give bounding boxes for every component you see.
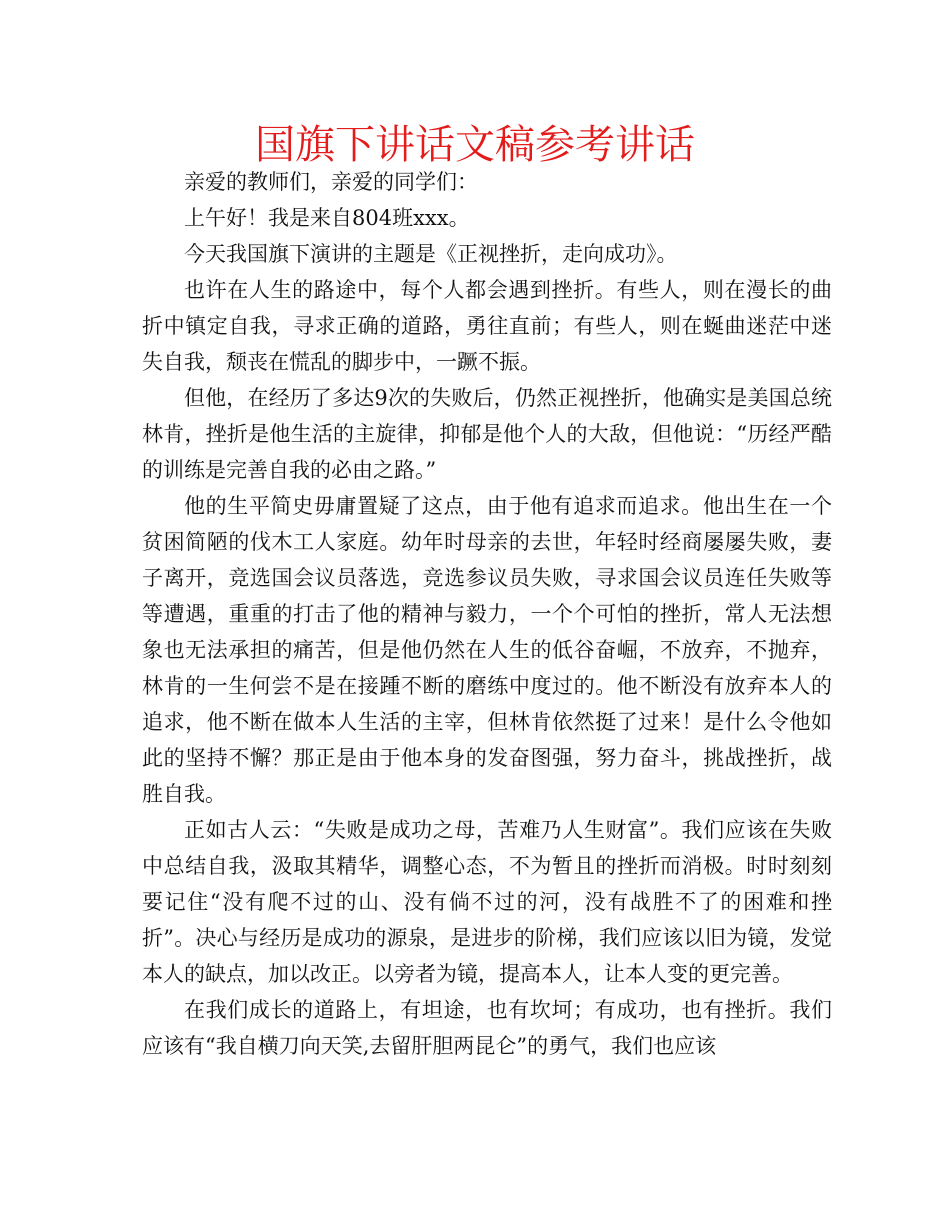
paragraph-growth-road: 在我们成长的道路上，有坦途，也有坎坷；有成功，也有挫折。我们应该有“我自横刀向天笑,去留肝胆两昆仑”的勇气，我们也应该: [142, 998, 832, 1058]
paragraph-ancient-saying: 正如古人云：“失败是成功之母，苦难乃人生财富”。我们应该在失败中总结自我，汲取其精华，调整心态，不为暂且的挫折而消极。时时刻刻要记住“没有爬不过的山、没有倘不过的河，没有战胜不了的困难和挫折”。决心与经历是成功的源泉，是进步的阶梯，我们应该以旧为镜，发觉本人的缺点，加以改正。以旁者为镜，提高本人，让本人变的更完善。: [142, 818, 832, 986]
paragraph-greeting: 亲爱的教师们，亲爱的同学们：: [184, 170, 478, 194]
paragraph-topic: 今天我国旗下演讲的主题是《正视挫折，走向成功》。: [184, 242, 678, 266]
paragraph-lincoln-life: 他的生平简史毋庸置疑了这点，由于他有追求而追求。他出生在一个贫困简陋的伐木工人家庭。幼年时母亲的去世，年轻时经商屡屡失败，妻子离开，竞选国会议员落选，竞选参议员失败，寻求国会议员连任失败等等遭遇，重重的打击了他的精神与毅力，一个个可怕的挫折，常人无法想象也无法承担的痛苦，但是他仍然在人生的低谷奋崛，不放弃，不抛弃，林肯的一生何尝不是在接踵不断的磨练中度过的。他不断没有放弃本人的追求，他不断在做本人生活的主宰，但林肯依然挺了过来！是什么令他如此的坚持不懈？那正是由于他本身的发奋图强，努力奋斗，挑战挫折，战胜自我。: [142, 494, 832, 806]
paragraph-lincoln-intro: 但他，在经历了多达9次的失败后，仍然正视挫折，他确实是美国总统林肯，挫折是他生活的主旋律，抑郁是他个人的大敌，但他说：“历经严酷的训练是完善自我的必由之路。”: [142, 386, 832, 482]
paragraph-introduction: 上午好！我是来自804班xxx。: [184, 206, 470, 230]
document-body: [142, 164, 832, 1064]
document-title: 国旗下讲话文稿参考讲话: [255, 122, 695, 168]
paragraph-setbacks: 也许在人生的路途中，每个人都会遇到挫折。有些人，则在漫长的曲折中镇定自我，寻求正确的道路，勇往直前；有些人，则在蜒曲迷茫中迷失自我，颓丧在慌乱的脚步中，一蹶不振。: [142, 278, 832, 374]
